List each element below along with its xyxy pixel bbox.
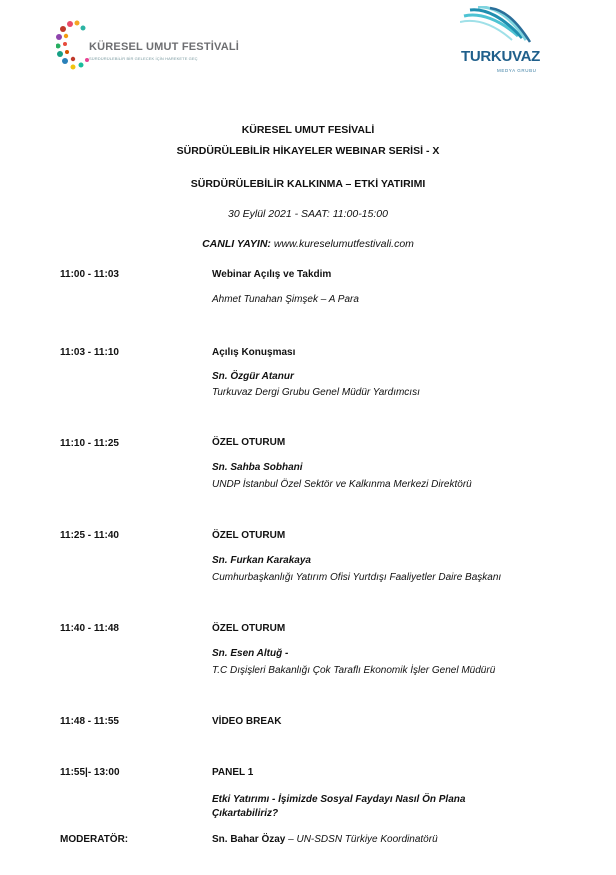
agenda-time: 11:55|- 13:00: [60, 767, 120, 778]
panel-topic-line-1: Etki Yatırımı - İşimizde Sosyal Faydayı Nasıl Ön Plana: [212, 794, 466, 805]
live-broadcast-line: [0, 238, 616, 250]
header-line-3: SÜRDÜRÜLEBİLİR KALKINMA – ETKİ YATIRIMI: [190, 178, 426, 190]
agenda-speaker: Sn. Sahba Sobhani: [212, 462, 303, 473]
festival-logo-title: KÜRESEL UMUT FESTİVALİ: [89, 41, 240, 53]
agenda-speaker: Sn. Furkan Karakaya: [212, 555, 311, 566]
agenda-title: ÖZEL OTURUM: [212, 623, 286, 634]
agenda-title: ÖZEL OTURUM: [212, 530, 286, 541]
kuresel-umut-logo: [56, 20, 256, 80]
turkuvaz-brand: TURKUVAZ: [461, 48, 540, 65]
moderator-role: – UN-SDSN Türkiye Koordinatörü: [285, 834, 438, 845]
agenda-speaker: Sn. Esen Altuğ -: [212, 648, 289, 659]
agenda-title: VİDEO BREAK: [212, 716, 282, 727]
agenda-time: 11:25 - 11:40: [60, 530, 119, 541]
festival-dots-icon: [56, 20, 92, 72]
agenda-title: Webinar Açılış ve Takdim: [212, 269, 332, 280]
agenda-time: 11:10 - 11:25: [60, 438, 119, 449]
agenda-role: T.C Dışişleri Bakanlığı Çok Taraflı Ekonomik İşler Genel Müdürü: [212, 665, 496, 676]
agenda-time: 11:40 - 11:48: [60, 623, 119, 634]
turkuvaz-logo: [455, 6, 555, 76]
moderator-info: [212, 833, 438, 846]
turkuvaz-wave-icon: [460, 6, 532, 46]
agenda-title: ÖZEL OTURUM: [212, 437, 286, 448]
festival-logo-tagline: SÜRDÜRÜLEBİLİR BİR GELECEK İÇİN HAREKETE GEÇ: [89, 56, 198, 61]
agenda-title: PANEL 1: [212, 767, 254, 778]
live-label: CANLI YAYIN:: [202, 238, 271, 250]
agenda-role: Turkuvaz Dergi Grubu Genel Müdür Yardımcısı: [212, 387, 420, 398]
agenda-time: 11:03 - 11:10: [60, 347, 119, 358]
agenda-speaker: Sn. Özgür Atanur: [212, 371, 294, 382]
agenda-role: UNDP İstanbul Özel Sektör ve Kalkınma Merkezi Direktörü: [212, 479, 472, 490]
panel-topic-line-2: Çıkartabiliriz?: [212, 808, 279, 819]
moderator-label: MODERATÖR:: [60, 834, 129, 845]
turkuvaz-sub: MEDYA GRUBU: [497, 68, 537, 73]
moderator-name: Sn. Bahar Özay: [212, 834, 286, 845]
header-date: 30 Eylül 2021 - SAAT: 11:00-15:00: [228, 208, 388, 220]
agenda-title: Açılış Konuşması: [212, 347, 296, 358]
agenda-time: 11:00 - 11:03: [60, 269, 119, 280]
live-url[interactable]: www.kureselumutfestivali.com: [273, 238, 414, 250]
header-line-1: KÜRESEL UMUT FESİVALİ: [241, 124, 375, 136]
header-line-2: SÜRDÜRÜLEBİLİR HİKAYELER WEBINAR SERİSİ - X: [176, 145, 440, 157]
agenda-role: Cumhurbaşkanlığı Yatırım Ofisi Yurtdışı Faaliyetler Daire Başkanı: [212, 572, 502, 583]
agenda-time: 11:48 - 11:55: [60, 716, 119, 727]
agenda-speaker: Ahmet Tunahan Şimşek – A Para: [212, 294, 359, 305]
